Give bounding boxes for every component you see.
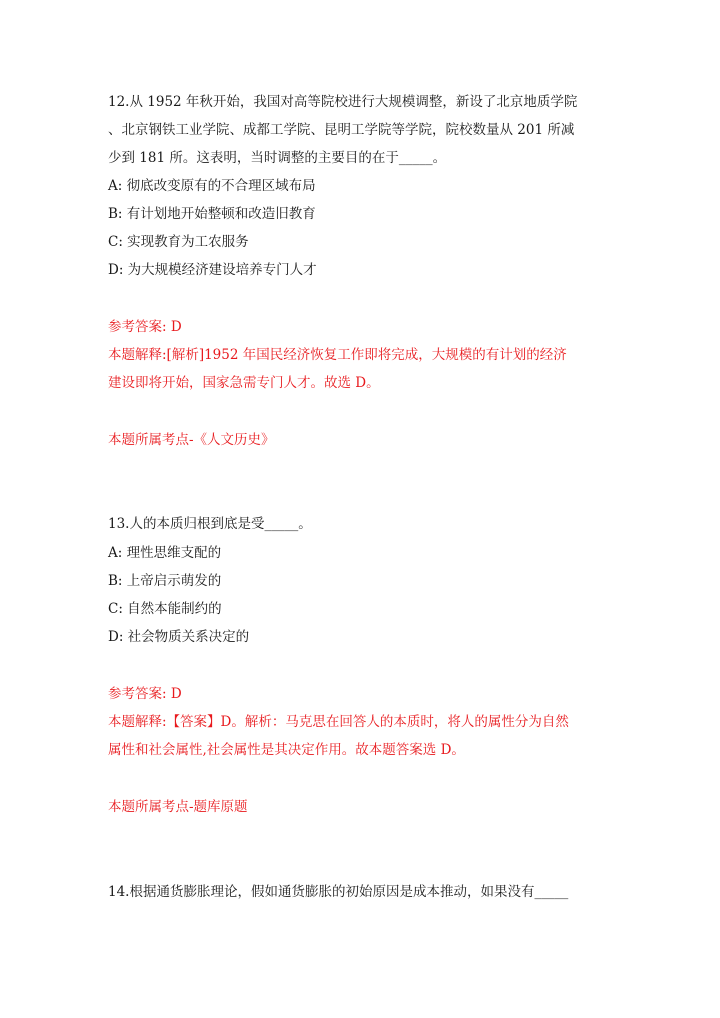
q13-option-c: C: 自然本能制约的 (108, 601, 222, 617)
q12-option-d: D: 为大规模经济建设培养专门人才 (108, 262, 317, 278)
q12-option-b: B: 有计划地开始整顿和改造旧教育 (108, 206, 316, 222)
q12-explanation-line-1: 本题解释:[解析]1952 年国民经济恢复工作即将完成，大规模的有计划的经济 (108, 347, 567, 363)
q13-option-a: A: 理性思维支配的 (108, 545, 222, 561)
q12-option-c: C: 实现教育为工农服务 (108, 234, 249, 250)
q13-option-d: D: 社会物质关系决定的 (108, 629, 250, 645)
q13-explanation-line-1: 本题解释:【答案】D。解析：马克思在回答人的本质时，将人的属性分为自然 (108, 714, 569, 730)
q12-topic: 本题所属考点-《人文历史》 (108, 432, 275, 448)
q13-answer: 参考答案: D (108, 686, 182, 702)
q13-topic: 本题所属考点-题库原题 (108, 799, 248, 815)
q12-option-a: A: 彻底改变原有的不合理区域布局 (108, 178, 316, 194)
q13-explanation-line-2: 属性和社会属性,社会属性是其决定作用。故本题答案选 D。 (108, 742, 465, 758)
q12-explanation-line-2: 建设即将开始，国家急需专门人才。故选 D。 (108, 375, 380, 391)
q12-stem-line-3: 少到 181 所。这表明，当时调整的主要目的在于_____。 (108, 150, 447, 166)
q13-stem-line-1: 13.人的本质归根到底是受_____。 (108, 516, 312, 532)
q12-stem-line-2: 、北京钢铁工业学院、成都工学院、昆明工学院等学院，院校数量从 201 所减 (108, 122, 575, 138)
q14-stem-line-1: 14.根据通货膨胀理论，假如通货膨胀的初始原因是成本推动，如果没有_____ (108, 884, 569, 900)
q12-stem-line-1: 12.从 1952 年秋开始，我国对高等院校进行大规模调整，新设了北京地质学院 (108, 94, 578, 110)
q12-answer: 参考答案: D (108, 319, 182, 335)
q13-option-b: B: 上帝启示萌发的 (108, 573, 222, 589)
